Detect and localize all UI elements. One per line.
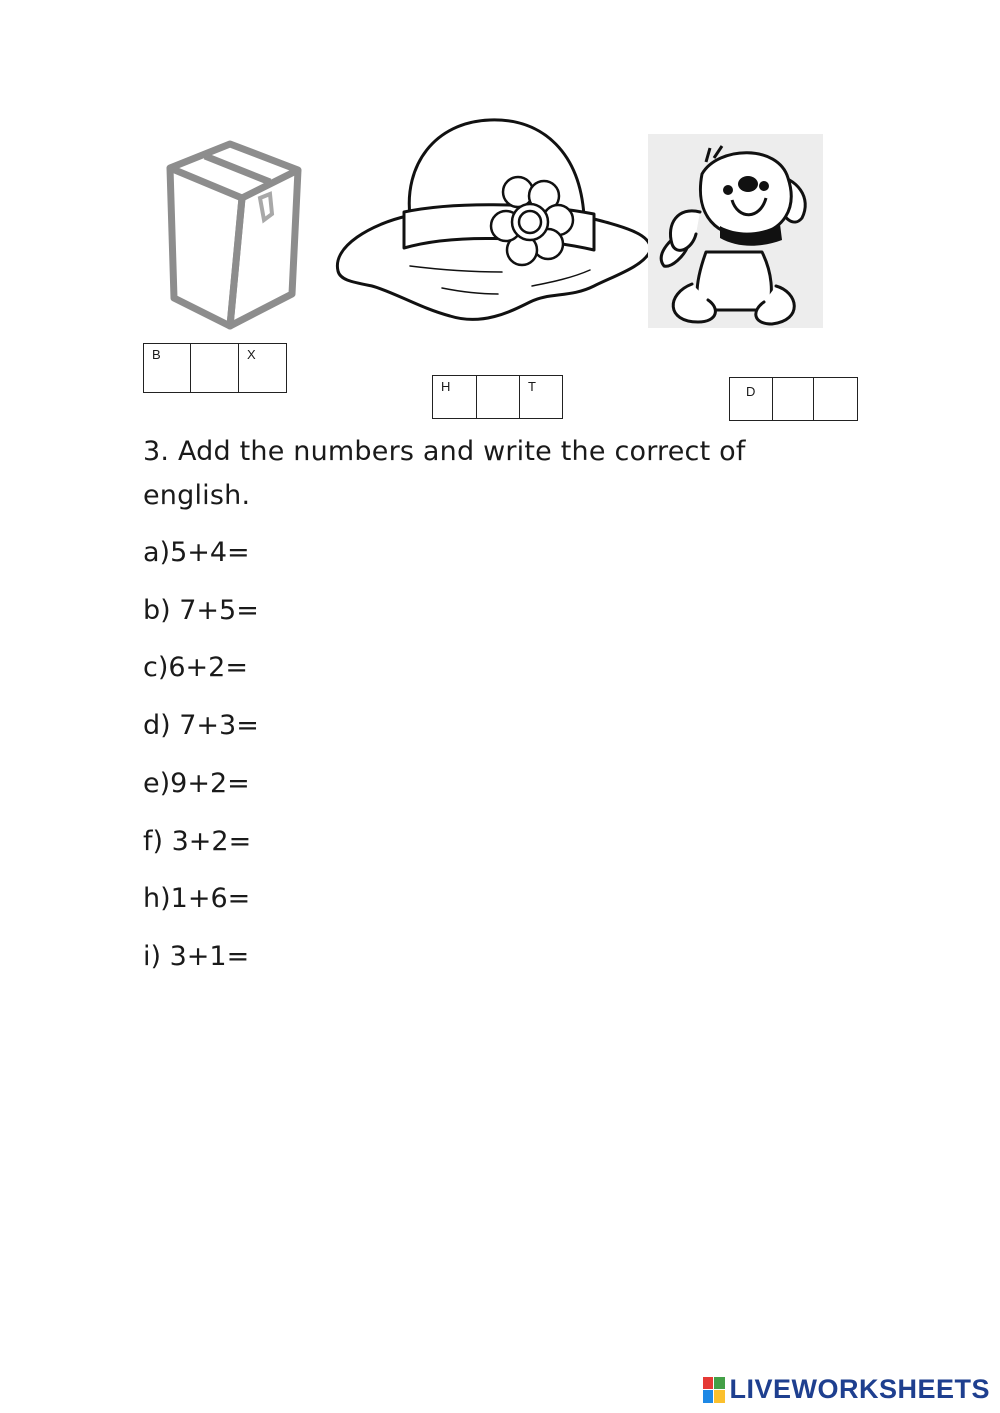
letter-box[interactable]	[814, 378, 858, 420]
brand-name: LIVEWORKSHEETS	[729, 1374, 990, 1404]
exercise-item: f) 3+2=	[143, 826, 252, 857]
box-letter-grid	[143, 343, 287, 393]
letter: H	[441, 379, 451, 394]
letter-box[interactable]	[239, 344, 287, 392]
hat-picture	[332, 116, 654, 330]
letter: B	[152, 347, 161, 362]
dog-picture	[648, 134, 823, 328]
letter-box[interactable]	[520, 376, 563, 418]
question-title: 3. Add the numbers and write the correct of english.	[143, 436, 746, 511]
letter-box[interactable]	[773, 378, 814, 420]
hat-letter-grid	[432, 375, 563, 419]
dog-letter-grid	[729, 377, 858, 421]
letter-box[interactable]	[433, 376, 477, 418]
letter: T	[528, 379, 536, 394]
exercise-item: c)6+2=	[143, 652, 248, 683]
box-picture	[160, 138, 305, 330]
letter-box[interactable]	[191, 344, 239, 392]
liveworksheets-footer	[703, 1374, 990, 1405]
exercise-item: i) 3+1=	[143, 941, 250, 972]
letter-box[interactable]	[477, 376, 520, 418]
liveworksheets-logo-icon	[703, 1377, 725, 1403]
letter-box[interactable]	[144, 344, 191, 392]
exercise-item: d) 7+3=	[143, 710, 259, 741]
exercise-item: e)9+2=	[143, 768, 250, 799]
exercise-item: b) 7+5=	[143, 595, 259, 626]
exercise-item: h)1+6=	[143, 883, 251, 914]
letter-box[interactable]	[730, 378, 773, 420]
letter: D	[746, 384, 756, 399]
letter: X	[247, 347, 256, 362]
exercise-item: a)5+4=	[143, 537, 250, 568]
